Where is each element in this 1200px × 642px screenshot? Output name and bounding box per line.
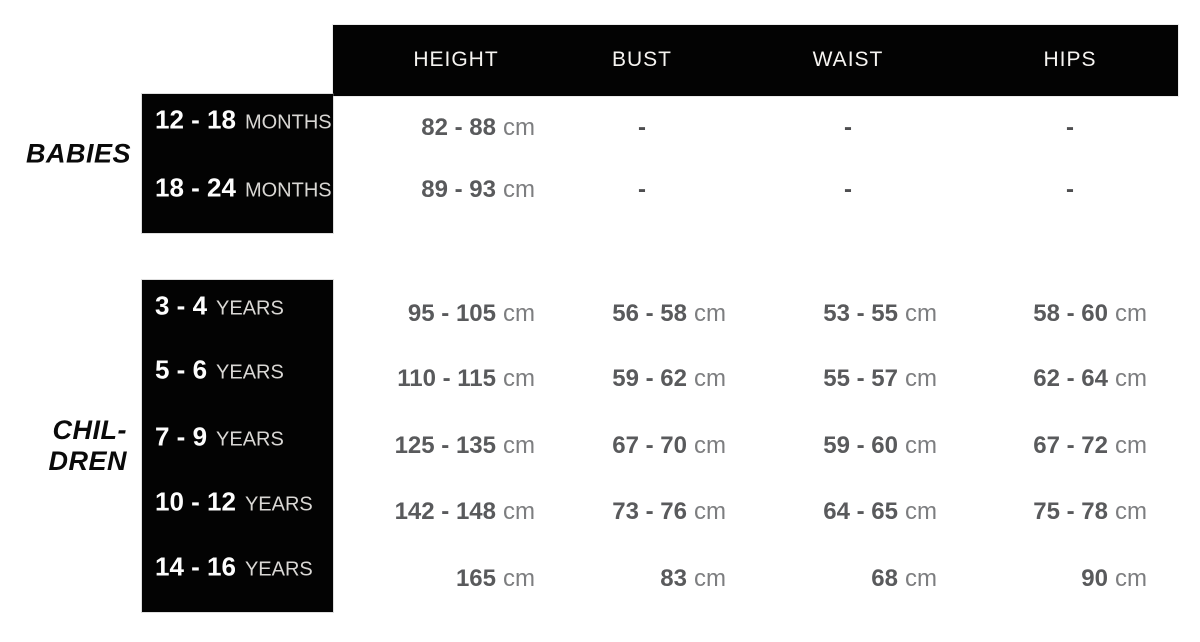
age-unit: YEARS (244, 493, 313, 516)
measurement-value (660, 565, 726, 593)
column-header-waist: WAIST (812, 48, 884, 71)
age-range: 3 - 4 (155, 290, 208, 321)
empty-value-dash: - (1066, 114, 1074, 141)
value-unit: cm (905, 498, 937, 525)
value-unit: cm (503, 300, 535, 327)
empty-value-dash: - (638, 114, 646, 141)
value-unit: cm (1115, 498, 1147, 525)
measurement-value (823, 365, 937, 393)
measurement-value (612, 432, 726, 460)
section-label-line: DREN (48, 446, 127, 476)
value-range: 58 - 60 (1033, 300, 1108, 327)
section-label-children (48, 415, 127, 477)
age-unit: YEARS (216, 297, 284, 320)
measurement-value (456, 565, 535, 593)
value-unit: cm (905, 365, 937, 392)
column-header-hips: HIPS (1043, 48, 1097, 71)
age-row-label (155, 355, 284, 386)
age-row-label (155, 552, 313, 583)
value-range: 82 - 88 (421, 114, 496, 141)
measurement-value (823, 432, 937, 460)
value-range: 64 - 65 (823, 498, 898, 525)
measurement-value (395, 498, 535, 526)
value-range: 90 (1081, 565, 1108, 592)
age-row-label (155, 291, 284, 322)
measurement-value (871, 565, 937, 593)
column-header-bust: BUST (611, 48, 673, 71)
value-range: 73 - 76 (612, 498, 687, 525)
measurement-value (408, 300, 535, 328)
value-unit: cm (905, 565, 937, 592)
value-unit: cm (694, 565, 726, 592)
value-range: 83 (660, 565, 687, 592)
value-unit: cm (503, 365, 535, 392)
value-range: 68 (871, 565, 898, 592)
value-range: 62 - 64 (1033, 365, 1108, 392)
measurement-value (397, 365, 535, 393)
value-unit: cm (1115, 365, 1147, 392)
measurement-value (1033, 365, 1147, 393)
empty-value-dash: - (638, 176, 646, 203)
age-unit: YEARS (244, 558, 313, 581)
measurement-value (1033, 300, 1147, 328)
measurement-value (421, 114, 535, 142)
age-unit: YEARS (216, 361, 284, 384)
age-row-label (155, 422, 284, 453)
age-unit: MONTHS (244, 111, 332, 134)
age-range: 10 - 12 (155, 486, 236, 517)
measurement-value (612, 300, 726, 328)
value-unit: cm (1115, 565, 1147, 592)
value-range: 142 - 148 (394, 498, 496, 525)
value-unit: cm (1115, 432, 1147, 459)
measurement-value (1033, 432, 1147, 460)
measurement-value (1081, 565, 1147, 593)
measurement-value (1033, 498, 1147, 526)
value-range: 89 - 93 (421, 176, 496, 203)
measurement-value (612, 365, 726, 393)
value-range: 95 - 105 (407, 300, 496, 327)
value-range: 75 - 78 (1033, 498, 1108, 525)
value-unit: cm (694, 432, 726, 459)
measurement-value (823, 300, 937, 328)
empty-value-dash: - (844, 114, 852, 141)
value-unit: cm (694, 365, 726, 392)
age-range: 12 - 18 (155, 104, 236, 135)
value-unit: cm (503, 498, 535, 525)
value-range: 56 - 58 (612, 300, 687, 327)
empty-value-dash: - (1066, 176, 1074, 203)
age-row-label (155, 487, 313, 518)
age-range: 5 - 6 (155, 354, 208, 385)
age-row-label (155, 105, 332, 136)
section-label-babies (26, 139, 131, 170)
value-range: 110 - 115 (397, 365, 496, 392)
section-label-line: BABIES (25, 138, 131, 169)
value-unit: cm (694, 498, 726, 525)
value-unit: cm (1115, 300, 1147, 327)
section-label-line: CHIL- (52, 415, 127, 445)
value-range: 53 - 55 (823, 300, 898, 327)
empty-value-dash: - (844, 176, 852, 203)
value-range: 55 - 57 (823, 365, 898, 392)
value-range: 67 - 72 (1033, 432, 1108, 459)
measurement-value (612, 498, 726, 526)
value-unit: cm (503, 176, 535, 203)
value-unit: cm (694, 300, 726, 327)
measurement-value (421, 176, 535, 204)
age-row-label (155, 173, 332, 204)
age-range: 14 - 16 (155, 551, 236, 582)
value-unit: cm (905, 432, 937, 459)
value-unit: cm (503, 114, 535, 141)
age-unit: YEARS (216, 428, 284, 451)
value-unit: cm (905, 300, 937, 327)
value-unit: cm (503, 565, 535, 592)
column-header-height: HEIGHT (413, 48, 499, 71)
age-range: 18 - 24 (155, 172, 236, 203)
value-unit: cm (503, 432, 535, 459)
value-range: 59 - 60 (823, 432, 898, 459)
value-range: 59 - 62 (612, 365, 687, 392)
value-range: 165 (455, 565, 496, 592)
age-range: 7 - 9 (155, 421, 208, 452)
age-unit: MONTHS (244, 179, 332, 202)
value-range: 125 - 135 (394, 432, 496, 459)
measurement-value (395, 432, 535, 460)
measurement-value (823, 498, 937, 526)
value-range: 67 - 70 (612, 432, 687, 459)
